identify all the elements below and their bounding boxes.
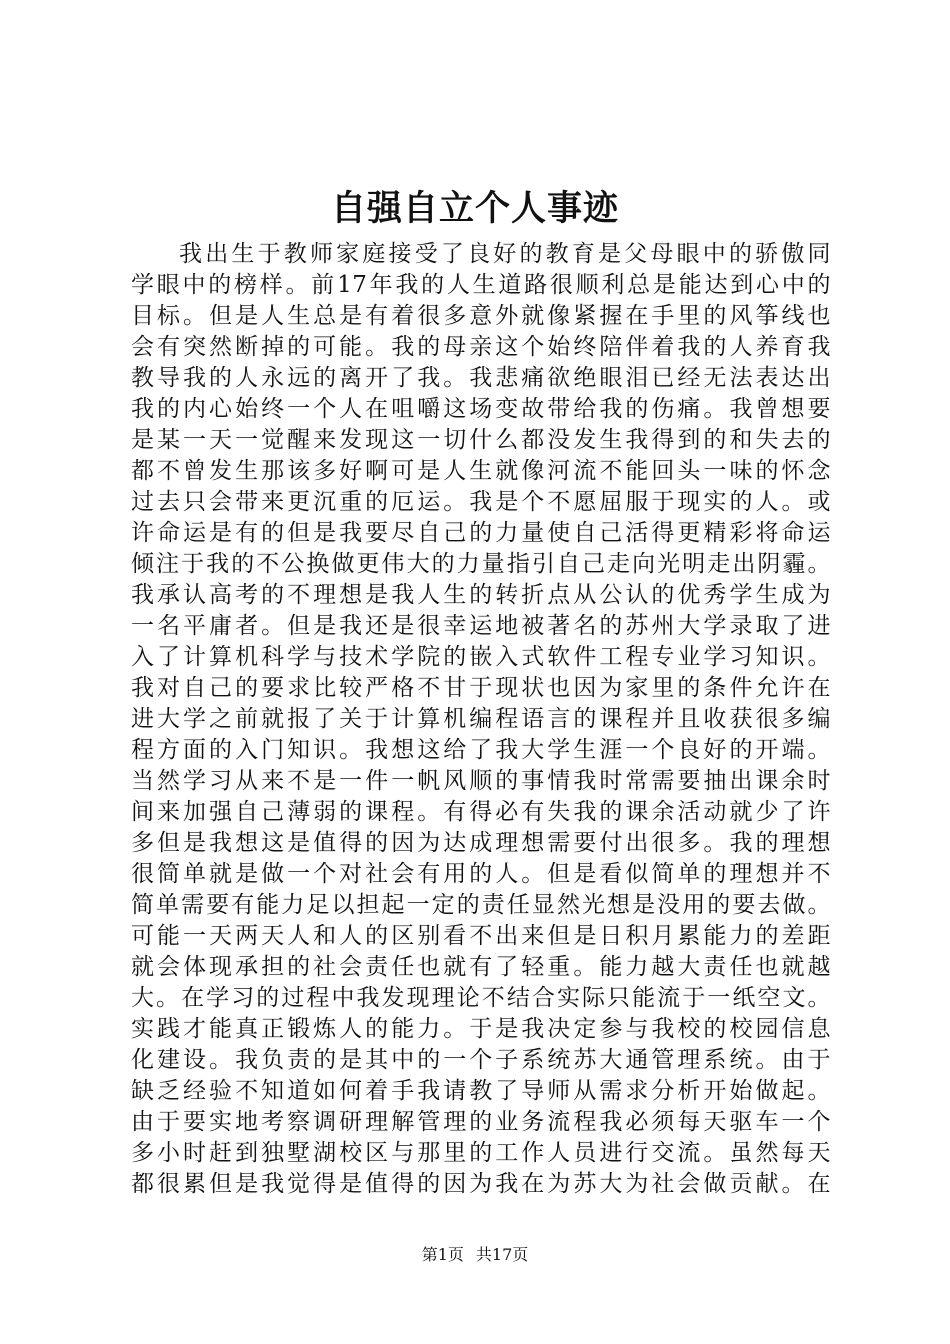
paragraph-line: 入了计算机科学与技术学院的嵌入式软件工程专业学习知识。 xyxy=(131,644,831,670)
paragraph-line: 进大学之前就报了关于计算机编程语言的课程并且收获很多编 xyxy=(131,706,831,732)
paragraph-line: 许命运是有的但是我要尽自己的力量使自己活得更精彩将命运 xyxy=(131,520,831,546)
paragraph-line: 是某一天一觉醒来发现这一切什么都没发生我得到的和失去的 xyxy=(131,427,831,453)
paragraph-line: 当然学习从来不是一件一帆风顺的事情我时常需要抽出课余时 xyxy=(131,768,831,794)
paragraph-line: 缺乏经验不知道如何着手我请教了导师从需求分析开始做起。 xyxy=(131,1078,831,1104)
paragraph-line: 我的内心始终一个人在咀嚼这场变故带给我的伤痛。我曾想要 xyxy=(131,396,831,422)
paragraph-line: 过去只会带来更沉重的厄运。我是个不愿屈服于现实的人。或 xyxy=(131,489,831,515)
paragraph-line: 会有突然断掉的可能。我的母亲这个始终陪伴着我的人养育我 xyxy=(131,334,831,360)
paragraph-line: 我对自己的要求比较严格不甘于现状也因为家里的条件允许在 xyxy=(131,675,831,701)
paragraph-line: 我出生于教师家庭接受了良好的教育是父母眼中的骄傲同 xyxy=(179,241,831,267)
page-total: 共17页 xyxy=(475,1245,529,1264)
paragraph-line: 简单需要有能力足以担起一定的责任显然光想是没用的要去做。 xyxy=(131,892,831,918)
paragraph-line: 多小时赶到独墅湖校区与那里的工作人员进行交流。虽然每天 xyxy=(131,1140,831,1166)
paragraph-line: 由于要实地考察调研理解管理的业务流程我必须每天驱车一个 xyxy=(131,1109,831,1135)
body-text xyxy=(131,239,831,1200)
paragraph-line: 程方面的入门知识。我想这给了我大学生涯一个良好的开端。 xyxy=(131,737,831,763)
paragraph-line: 实践才能真正锻炼人的能力。于是我决定参与我校的校园信息 xyxy=(131,1016,831,1042)
paragraph-line: 学眼中的榜样。前17年我的人生道路很顺利总是能达到心中的 xyxy=(131,272,831,298)
page-footer xyxy=(0,1244,950,1266)
paragraph-line: 教导我的人永远的离开了我。我悲痛欲绝眼泪已经无法表达出 xyxy=(131,365,831,391)
paragraph-line: 很简单就是做一个对社会有用的人。但是看似简单的理想并不 xyxy=(131,861,831,887)
paragraph-line: 化建设。我负责的是其中的一个子系统苏大通管理系统。由于 xyxy=(131,1047,831,1073)
paragraph-line: 都很累但是我觉得是值得的因为我在为苏大为社会做贡献。在 xyxy=(131,1171,831,1197)
paragraph-line: 就会体现承担的社会责任也就有了轻重。能力越大责任也就越 xyxy=(131,954,831,980)
paragraph-line: 一名平庸者。但是我还是很幸运地被著名的苏州大学录取了进 xyxy=(131,613,831,639)
paragraph-line: 间来加强自己薄弱的课程。有得必有失我的课余活动就少了许 xyxy=(131,799,831,825)
paragraph-line: 大。在学习的过程中我发现理论不结合实际只能流于一纸空文。 xyxy=(131,985,831,1011)
paragraph-line: 多但是我想这是值得的因为达成理想需要付出很多。我的理想 xyxy=(131,830,831,856)
paragraph-line: 都不曾发生那该多好啊可是人生就像河流不能回头一味的怀念 xyxy=(131,458,831,484)
paragraph-line: 目标。但是人生总是有着很多意外就像紧握在手里的风筝线也 xyxy=(131,303,831,329)
paragraph-line: 我承认高考的不理想是我人生的转折点从公认的优秀学生成为 xyxy=(131,582,831,608)
paragraph-line: 可能一天两天人和人的区别看不出来但是日积月累能力的差距 xyxy=(131,923,831,949)
paragraph-line: 倾注于我的不公换做更伟大的力量指引自己走向光明走出阴霾。 xyxy=(131,551,831,577)
page-number: 第1页 xyxy=(421,1245,464,1264)
page-title: 自强自立个人事迹 xyxy=(330,188,619,229)
